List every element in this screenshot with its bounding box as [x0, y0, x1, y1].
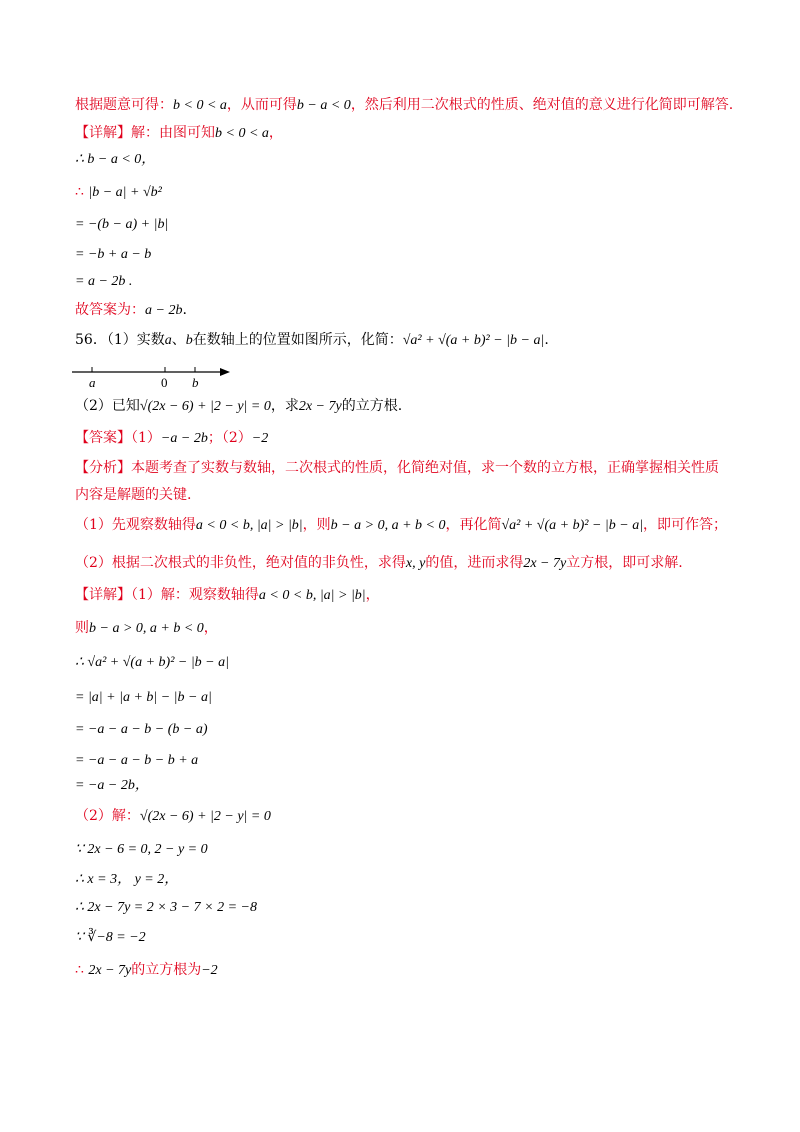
math: b − a < 0 [296, 98, 351, 113]
text: ， [365, 587, 380, 603]
text: （1）先观察数轴得 [75, 517, 196, 533]
question-56-part-1 [75, 330, 549, 351]
text: （1）解：观察数轴得 [131, 587, 259, 603]
arrow-icon [220, 368, 230, 376]
final-answer: −2 [201, 963, 218, 978]
text: ，则 [302, 517, 331, 533]
detail-step-3: ∴ √a² + √(a + b)² − |b − a| [75, 655, 229, 670]
text: ，求 [270, 398, 299, 414]
text: . [544, 332, 549, 348]
analysis-tail-line [75, 95, 733, 116]
text: ， [268, 125, 283, 141]
text: 的立方根. [341, 398, 403, 414]
math: |b − a| + √b² [88, 185, 162, 200]
number-line [72, 360, 232, 390]
detail-part-2-line-5: ∵ ∛−8 = −2 [75, 930, 146, 945]
text: ，从而可得 [226, 97, 297, 113]
therefore-symbol: ∴ [75, 184, 89, 200]
answer-2: −2 [251, 431, 269, 446]
text: 根据题意可得： [75, 97, 173, 113]
var-a: a [164, 333, 172, 348]
label-b: b [192, 375, 199, 390]
text: ， [203, 620, 218, 636]
detail-tag: 【详解】 [75, 587, 131, 603]
detail-line-2 [75, 618, 218, 639]
text: 解：由图可知 [131, 125, 215, 141]
analysis-line-1 [75, 458, 719, 478]
text: 的值，进而求得 [425, 555, 524, 571]
detail-part-2-line-1 [75, 806, 271, 827]
text: （2）根据二次根式的非负性，绝对值的非负性，求得 [75, 555, 406, 571]
text: 本题考查了实数与数轴，二次根式的性质，化简绝对值，求一个数的立方根，正确掌握相关性质 [131, 460, 719, 476]
prev-answer-line [75, 300, 187, 321]
text: 则 [75, 620, 89, 636]
detail-step-7: = −a − 2b， [75, 778, 149, 793]
math: ∴ x = 3， [75, 872, 132, 887]
math: x, y [405, 556, 426, 571]
math: b − a > 0, a + b < 0 [89, 621, 204, 636]
math: √(2x − 6) + |2 − y| = 0 [139, 809, 271, 824]
text: ；（2） [207, 430, 252, 446]
answer-line [75, 428, 268, 449]
text: （1） [131, 430, 161, 446]
prev-step-1: ∴ b − a < 0， [75, 152, 156, 167]
math: b < 0 < a [173, 98, 227, 113]
math: 2x − 7y [523, 556, 567, 571]
prev-step-3: = −(b − a) + |b| [75, 217, 169, 232]
text: （2）已知 [75, 398, 140, 414]
math: √(2x − 6) + |2 − y| = 0 [139, 399, 271, 414]
prev-step-5: = a − 2b . [75, 274, 133, 289]
therefore-symbol: ∴ [75, 962, 89, 978]
detail-line-1 [75, 585, 380, 606]
text: 的立方根为 [131, 962, 202, 978]
answer-label: 故答案为： [75, 302, 145, 318]
text: （2）解： [75, 808, 140, 824]
math: y = 2， [134, 872, 179, 887]
text: 在数轴上的位置如图所示，化简： [192, 332, 403, 348]
prev-step-4: = −b + a − b [75, 247, 152, 262]
detail-part-2-line-3 [75, 870, 178, 890]
label-a: a [89, 375, 96, 390]
analysis-step-2 [75, 553, 683, 574]
prev-detail-line [75, 123, 283, 144]
detail-part-2-line-2: ∵ 2x − 6 = 0, 2 − y = 0 [75, 842, 208, 857]
detail-tag: 【详解】 [75, 125, 131, 141]
text: ，再化简 [445, 517, 502, 533]
text: . [182, 302, 187, 318]
text: ，即可作答； [643, 517, 728, 533]
detail-part-2-line-6 [75, 960, 218, 981]
analysis-step-1 [75, 515, 727, 536]
math: b < 0 < a [215, 126, 269, 141]
math: 2x − 7y [88, 963, 132, 978]
detail-part-2-line-4: ∴ 2x − 7y = 2 × 3 − 7 × 2 = −8 [75, 900, 257, 915]
text: 、 [171, 332, 186, 348]
analysis-line-2: 内容是解题的关键. [75, 487, 192, 503]
math: √a² + √(a + b)² − |b − a| [501, 518, 644, 533]
question-number: 56． [75, 332, 107, 348]
answer-1: −a − 2b [160, 431, 208, 446]
math: √a² + √(a + b)² − |b − a| [402, 333, 545, 348]
answer-value: a − 2b [145, 303, 183, 318]
prev-step-2 [75, 182, 162, 203]
math: a < 0 < b, |a| > |b| [258, 588, 366, 603]
label-zero: 0 [161, 375, 168, 390]
math: a < 0 < b, |a| > |b| [195, 518, 303, 533]
text: ，然后利用二次根式的性质、绝对值的意义进行化简即可解答. [350, 97, 734, 113]
var-b: b [185, 333, 193, 348]
math: b − a > 0, a + b < 0 [330, 518, 446, 533]
answer-tag: 【答案】 [75, 430, 131, 446]
question-56-part-2 [75, 396, 402, 417]
detail-step-4: = |a| + |a + b| − |b − a| [75, 690, 212, 705]
text: （1）实数 [106, 332, 165, 348]
detail-step-6: = −a − a − b − b + a [75, 753, 199, 768]
detail-step-5: = −a − a − b − (b − a) [75, 722, 208, 737]
math: 2x − 7y [298, 399, 342, 414]
text: 立方根，即可求解. [566, 555, 683, 571]
analysis-tag: 【分析】 [75, 460, 131, 476]
